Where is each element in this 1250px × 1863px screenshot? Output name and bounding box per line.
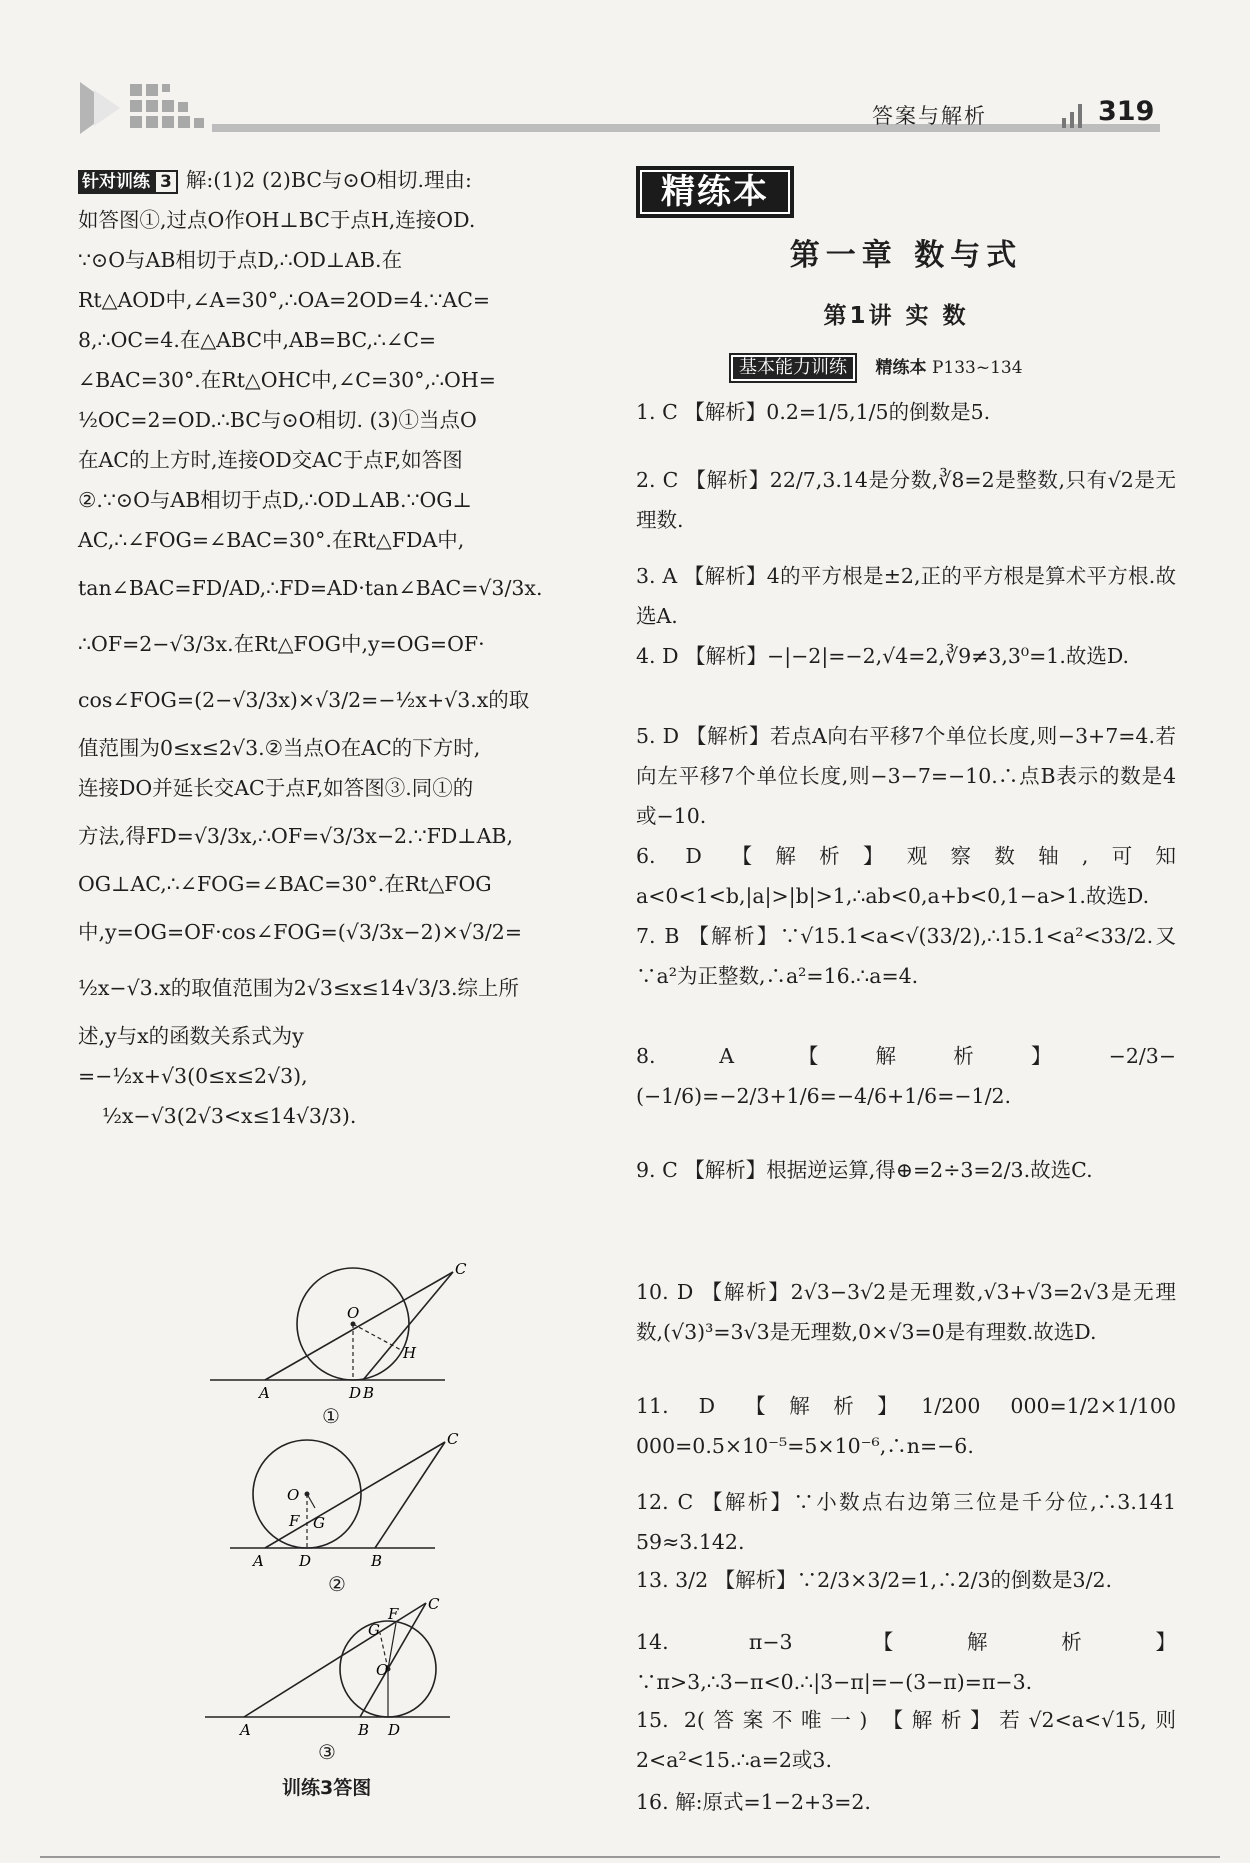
text-line: 值范围为0≤x≤2√3.②当点O在AC的下方时, [78, 736, 481, 760]
header-logo-icon [80, 82, 220, 136]
text-line: ∴OF=2−√3/3x.在Rt△FOG中,y=OG=OF· [78, 632, 485, 656]
label: H [403, 1344, 417, 1362]
skill-row [729, 346, 1023, 388]
text-line: ∠BAC=30°.在Rt△OHC中,∠C=30°,∴OH= [78, 368, 496, 392]
answer-item: 6. D 【解析】观察数轴,可知a<0<1<b,|a|>|b|>1,∴ab<0,a+b<0,1−a>1.故选D. [636, 844, 1176, 908]
training-tag: 针对训练 [78, 170, 154, 194]
label: A [253, 1552, 264, 1570]
label: D [349, 1384, 362, 1402]
text-line: 在AC的上方时,连接OD交AC于点F,如答图 [78, 448, 463, 472]
left-column [78, 160, 603, 1136]
text-line: AC,∴∠FOG=∠BAC=30°.在Rt△FDA中, [78, 528, 465, 552]
label: O [376, 1661, 389, 1679]
header-bars-icon [1060, 100, 1090, 128]
text-line: 解:(1)2 (2)BC与⊙O相切.理由: [185, 168, 472, 192]
answer-item: 5. D 【解析】若点A向右平移7个单位长度,则−3+7=4.若向左平移7个单位长度,则−3−7=−10.∴点B表示的数是4或−10. [636, 724, 1176, 828]
label: A [240, 1721, 251, 1739]
label: C [428, 1595, 440, 1613]
skill-reference [876, 348, 1023, 388]
chapter-title: 第一章 数与式 [789, 238, 1023, 273]
answer-item: 13. 3/2 【解析】∵2/3×3/2=1,∴2/3的倒数是3/2. [636, 1568, 1113, 1592]
text-line: ∵⊙O与AB相切于点D,∴OD⊥AB.在 [78, 248, 403, 272]
label: C [447, 1430, 459, 1448]
text-line: 8,∴OC=4.在△ABC中,AB=BC,∴∠C= [78, 328, 437, 352]
answer-item: 7. B 【解析】∵√15.1<a<√(33/2),∴15.1<a²<33/2.又∵a²为正整数,∴a²=16.∴a=4. [636, 924, 1176, 988]
answer-item: 14. π−3 【解析】∵π>3,∴3−π<0.∴|3−π|=−(3−π)=π−3. [636, 1630, 1176, 1694]
text-line: ½OC=2=OD.∴BC与⊙O相切. (3)①当点O [78, 408, 477, 432]
practice-book-banner: 精练本 [636, 166, 794, 218]
skill-ref-label: 精练本 [875, 358, 927, 378]
label: B [358, 1721, 370, 1739]
label: G [313, 1514, 325, 1532]
piecewise-line-1: =−½x+√3(0≤x≤2√3), [78, 1064, 308, 1088]
answer-item: 11. D 【解析】1/200 000=1/2×1/100 000=0.5×10⁻⁵=5×10⁻⁶,∴n=−6. [636, 1394, 1176, 1458]
text-line: 方法,得FD=√3/3x,∴OF=√3/3x−2.∵FD⊥AB, [78, 824, 513, 848]
text-line: cos∠FOG=(2−√3/3x)×√3/2=−½x+√3.x的取 [78, 688, 530, 712]
label: O [347, 1304, 360, 1322]
figure-1-caption: ① [322, 1404, 340, 1428]
answer-item: 10. D 【解析】2√3−3√2是无理数,√3+√3=2√3是无理数,(√3)³=3√3是无理数,0×√3=0是有理数.故选D. [636, 1280, 1176, 1344]
skill-ref-pages: P133~134 [931, 358, 1023, 378]
label: B [371, 1552, 383, 1570]
skill-tag: 基本能力训练 [729, 353, 857, 383]
figure-title: 训练3答图 [282, 1777, 372, 1799]
label: O [287, 1486, 300, 1504]
text-line: Rt△AOD中,∠A=30°,∴OA=2OD=4.∵AC= [78, 288, 491, 312]
label: C [455, 1260, 467, 1278]
label: G [368, 1621, 380, 1639]
text-line: ½x−√3.x的取值范围为2√3≤x≤14√3/3.综上所 [78, 976, 520, 1000]
piecewise-line-2: ½x−√3(2√3<x≤14√3/3). [102, 1104, 357, 1128]
text-line: ②.∵⊙O与AB相切于点D,∴OD⊥AB.∵OG⊥ [78, 488, 472, 512]
label: F [388, 1605, 399, 1623]
answer-item: 16. 解:原式=1−2+3=2. [636, 1790, 871, 1814]
figure-3 [200, 1585, 460, 1739]
text-line: 连接DO并延长交AC于点F,如答图③.同①的 [78, 776, 474, 800]
solution-paragraph [78, 160, 603, 1136]
label: D [388, 1721, 401, 1739]
figure-3-caption: ③ [318, 1740, 336, 1764]
label: A [259, 1384, 270, 1402]
training-tag-number: 3 [154, 170, 178, 194]
label: B [363, 1384, 375, 1402]
text-line: 如答图①,过点O作OH⊥BC于点H,连接OD. [78, 208, 476, 232]
label: F [289, 1512, 300, 1530]
answer-item: 4. D 【解析】−|−2|=−2,√4=2,∛9≠3,3⁰=1.故选D. [636, 644, 1130, 668]
answer-item: 9. C 【解析】根据逆运算,得⊕=2÷3=2/3.故选C. [636, 1158, 1093, 1182]
answer-item: 12. C 【解析】∵小数点右边第三位是千分位,∴3.141 59≈3.142. [636, 1490, 1176, 1554]
answer-item: 8. A 【解析】−2/3−(−1/6)=−2/3+1/6=−4/6+1/6=−1/2. [636, 1044, 1176, 1108]
header-title: 答案与解析 [872, 104, 987, 128]
label: D [299, 1552, 312, 1570]
answer-item: 15. 2(答案不唯一) 【解析】若√2<a<√15,则2<a²<15.∴a=2或3. [636, 1708, 1176, 1772]
page-number: 319 [1098, 96, 1155, 127]
bottom-rule [40, 1856, 1220, 1858]
text-line: 中,y=OG=OF·cos∠FOG=(√3/3x−2)×√3/2= [78, 920, 523, 944]
answer-item: 2. C 【解析】22/7,3.14是分数,∛8=2是整数,只有√2是无理数. [636, 468, 1176, 532]
text-line: tan∠BAC=FD/AD,∴FD=AD·tan∠BAC=√3/3x. [78, 576, 543, 600]
lecture-title: 第1讲 实 数 [823, 303, 969, 329]
figure-2 [225, 1430, 465, 1575]
text-line: OG⊥AC,∴∠FOG=∠BAC=30°.在Rt△FOG [78, 872, 492, 896]
figure-2-caption: ② [328, 1572, 346, 1596]
header-rule [212, 124, 1160, 132]
answer-item: 3. A 【解析】4的平方根是±2,正的平方根是算术平方根.故选A. [636, 564, 1176, 628]
answer-item: 1. C 【解析】0.2=1/5,1/5的倒数是5. [636, 400, 991, 424]
text-line: 述,y与x的函数关系式为y [78, 1024, 304, 1048]
figure-1 [205, 1262, 465, 1412]
